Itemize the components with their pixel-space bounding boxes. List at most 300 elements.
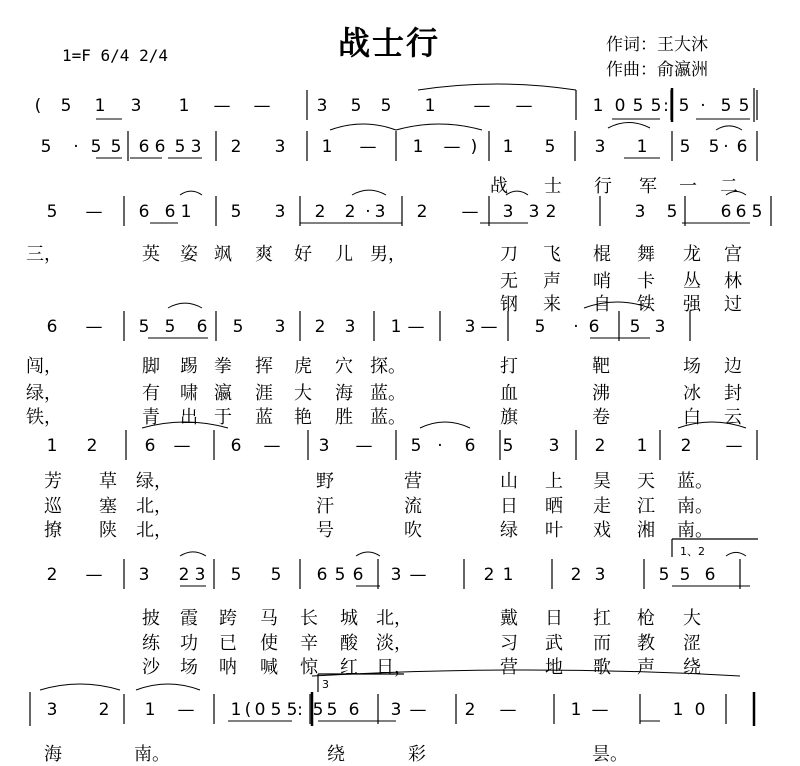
lyric-char: 习	[500, 633, 518, 654]
lyric-char: 穴	[335, 356, 353, 377]
lyric-char: 沙	[142, 657, 160, 678]
note: 2	[483, 565, 495, 585]
note: 5	[60, 96, 72, 116]
note: 3	[316, 96, 328, 116]
note: 1	[636, 436, 648, 456]
lyric-char: 山	[500, 471, 518, 492]
note: 3	[594, 565, 606, 585]
lyric-char: 钢	[500, 294, 518, 315]
lyric-char: 长	[300, 608, 318, 629]
slur-mark	[608, 123, 650, 129]
lyric-char: 辛	[300, 633, 318, 654]
lyric-char: 大	[294, 383, 312, 404]
note: 1	[502, 565, 514, 585]
lyric-char: 场	[180, 657, 198, 678]
lyric-char: 功	[180, 633, 198, 654]
dash-hold: —	[725, 436, 743, 456]
lyric-char: 昙。	[592, 744, 628, 765]
note: 1	[390, 317, 402, 337]
lyric-char: 男，	[370, 244, 406, 265]
note: 3	[190, 137, 202, 157]
lyric-char: 飞	[543, 244, 561, 265]
note: 5	[110, 137, 122, 157]
note: 5	[708, 137, 720, 157]
note: 1	[321, 137, 333, 157]
note: 5	[312, 700, 324, 720]
slur-mark	[330, 124, 396, 130]
dash-hold: —	[213, 96, 231, 116]
lyric-char: 军	[639, 176, 657, 197]
lyric-char: 南。	[677, 496, 713, 517]
lyric-char: 营	[500, 657, 518, 678]
lyric-char: 行	[594, 176, 612, 197]
note: 2	[86, 436, 98, 456]
note: 5	[46, 202, 58, 222]
note: 6	[46, 317, 58, 337]
note: 3	[138, 565, 150, 585]
dash-hold: —	[409, 565, 427, 585]
note: 5	[174, 137, 186, 157]
lyric-char: 已	[219, 633, 237, 654]
note: ·	[365, 202, 371, 222]
note: 2	[46, 565, 58, 585]
lyric-char: 啸	[180, 383, 198, 404]
lyric-char: 沸	[592, 383, 610, 404]
key-time-signature: 1=F 6/4 2/4	[62, 46, 168, 65]
note: 5	[679, 565, 691, 585]
note: 6	[735, 202, 747, 222]
lyric-char: 刀	[500, 244, 518, 265]
lyric-char: 哨	[593, 271, 611, 292]
lyric-char: 戴	[500, 608, 518, 629]
note: 6	[196, 317, 208, 337]
note: 6	[154, 137, 166, 157]
note: 5	[666, 202, 678, 222]
note: 2	[314, 202, 326, 222]
lyric-char: 自	[593, 294, 611, 315]
lyric-char: 无	[500, 271, 518, 292]
note: 2	[314, 317, 326, 337]
lyric-char: 枪	[637, 608, 655, 629]
lyric-char: 披	[142, 608, 160, 629]
note: 6	[704, 565, 716, 585]
note: ·	[723, 137, 729, 157]
lyric-char: 日，	[376, 657, 412, 678]
lyric-char: 胜	[335, 407, 353, 428]
slur-mark	[356, 552, 380, 556]
lyric-char: 过	[724, 294, 742, 315]
lyric-char: 声	[543, 271, 561, 292]
note: 5	[232, 317, 244, 337]
lyric-char: 战	[490, 176, 508, 197]
lyric-char: 北，	[136, 496, 172, 517]
note: 3	[318, 436, 330, 456]
lyric-char: 武	[545, 633, 563, 654]
note: 1	[502, 137, 514, 157]
note: ·	[437, 436, 443, 456]
note: 5	[632, 96, 644, 116]
note: 0	[254, 700, 266, 720]
lyric-char: 龙	[683, 244, 701, 265]
note: 6	[138, 137, 150, 157]
lyric-char: 丛	[683, 271, 701, 292]
lyric-char: 汗	[316, 496, 334, 517]
lyric-char: 铁，	[26, 407, 62, 428]
note: 5	[534, 317, 546, 337]
note: 0	[694, 700, 706, 720]
lyric-char: 酸	[340, 633, 358, 654]
lyric-char: 艳	[294, 407, 312, 428]
note: 5	[164, 317, 176, 337]
lyric-char: 惊	[300, 657, 318, 678]
dash-hold: —	[591, 700, 609, 720]
lyric-char: 城	[340, 608, 358, 629]
note: 6	[352, 565, 364, 585]
note: 1	[412, 137, 424, 157]
lyric-char: 彩	[408, 744, 426, 765]
note: 5	[658, 565, 670, 585]
note: 3	[274, 202, 286, 222]
lyric-char: 呐	[219, 657, 237, 678]
lyric-char: 踢	[180, 356, 198, 377]
lyric-char: 闯，	[26, 356, 62, 377]
lyric-char: 林	[724, 271, 742, 292]
dash-hold: —	[461, 202, 479, 222]
note: 5	[502, 436, 514, 456]
lyric-char: 云	[724, 407, 742, 428]
lyric-char: 北，	[376, 608, 412, 629]
note: 1	[672, 700, 684, 720]
lyric-char: 挥	[255, 356, 273, 377]
lyric-char: 青	[142, 407, 160, 428]
lyric-char: 喊	[260, 657, 278, 678]
lyric-char: 打	[500, 356, 518, 377]
note: 5	[751, 202, 763, 222]
lyric-char: 宫	[724, 244, 742, 265]
lyric-char: 野	[316, 471, 334, 492]
note: 5	[286, 700, 298, 720]
lyric-char: 扛	[593, 608, 611, 629]
note: 5	[350, 96, 362, 116]
lyric-char: 跨	[219, 608, 237, 629]
lyric-char: 号	[316, 520, 334, 541]
note: 6	[348, 700, 360, 720]
lyric-char: 叶	[545, 520, 563, 541]
note: 6	[588, 317, 600, 337]
lyric-char: 日	[545, 608, 563, 629]
note: 3	[130, 96, 142, 116]
note: 2	[416, 202, 428, 222]
lyric-char: 边	[724, 356, 742, 377]
note: 1	[424, 96, 436, 116]
lyric-char: 日	[500, 496, 518, 517]
note: 3	[654, 317, 666, 337]
dash-hold: —	[355, 436, 373, 456]
lyric-char: 晒	[545, 496, 563, 517]
lyric-char: 白	[683, 407, 701, 428]
slur-mark	[180, 552, 206, 556]
lyric-char: 拳	[214, 356, 232, 377]
note: 2	[178, 565, 190, 585]
lyric-char: 铁	[637, 294, 655, 315]
lyric-char: 巡	[44, 496, 62, 517]
note: 3	[274, 317, 286, 337]
lyric-char: 大	[683, 608, 701, 629]
note: 6	[464, 436, 476, 456]
note: 3	[502, 202, 514, 222]
note: 3	[634, 202, 646, 222]
lyric-char: 棍	[593, 244, 611, 265]
note: 6	[144, 436, 156, 456]
note: 6	[736, 137, 748, 157]
lyric-char: 南。	[677, 520, 713, 541]
note: 5	[720, 96, 732, 116]
volta-label: 1、2	[680, 545, 705, 558]
lyric-char: 冰	[683, 383, 701, 404]
note: 3	[194, 565, 206, 585]
slur-mark	[352, 190, 386, 195]
note: 1	[180, 202, 192, 222]
lyric-char: 撩	[44, 520, 62, 541]
lyric-char: 绕	[327, 744, 345, 765]
dash-hold: —	[85, 317, 103, 337]
note: 2	[570, 565, 582, 585]
dash-hold: —	[177, 700, 195, 720]
note: :	[297, 700, 303, 720]
lyric-char: 马	[260, 608, 278, 629]
note: 2	[98, 700, 110, 720]
lyric-char: 江	[637, 496, 655, 517]
note: 2	[464, 700, 476, 720]
lyric-char: 出	[180, 407, 198, 428]
note: 2	[680, 436, 692, 456]
slur-mark	[418, 84, 576, 90]
note: 3	[390, 700, 402, 720]
lyricist-credit: 作词：王大沐	[606, 35, 708, 55]
lyric-char: 流	[404, 496, 422, 517]
lyric-char: 脚	[142, 356, 160, 377]
lyric-char: 来	[543, 294, 561, 315]
lyric-char: 姿	[180, 244, 198, 265]
note: 5	[410, 436, 422, 456]
lyric-char: 蓝。	[370, 383, 406, 404]
lyric-char: 于	[214, 407, 232, 428]
dash-hold: —	[263, 436, 281, 456]
dash-hold: —	[173, 436, 191, 456]
note: (	[244, 700, 252, 720]
note: 5	[544, 137, 556, 157]
note: 2	[344, 202, 356, 222]
note: 5	[678, 96, 690, 116]
dash-hold: —	[359, 137, 377, 157]
slur-mark	[726, 552, 746, 556]
lyric-char: 昊	[593, 471, 611, 492]
lyric-char: 草	[99, 471, 117, 492]
lyric-char: 吹	[404, 520, 422, 541]
lyric-char: 士	[544, 176, 562, 197]
lyric-char: 绿，	[26, 383, 62, 404]
slur-mark	[40, 684, 120, 690]
lyric-char: 戏	[593, 520, 611, 541]
lyric-char: 地	[545, 657, 563, 678]
note: ·	[573, 317, 579, 337]
composer-credit: 作曲：俞瀛洲	[606, 60, 708, 80]
lyric-char: 天	[637, 471, 655, 492]
note: 6	[230, 436, 242, 456]
lyric-char: 飒	[214, 244, 232, 265]
note: 5	[270, 565, 282, 585]
note: 5	[629, 317, 641, 337]
lyric-char: 涩	[683, 633, 701, 654]
dash-hold: —	[480, 317, 498, 337]
lyric-char: 霞	[180, 608, 198, 629]
note: 3	[464, 317, 476, 337]
dash-hold: —	[85, 202, 103, 222]
lyric-char: 走	[593, 496, 611, 517]
note: 5	[650, 96, 662, 116]
note: ·	[73, 137, 79, 157]
lyric-char: 三，	[26, 244, 62, 265]
slur-mark	[180, 191, 202, 195]
lyric-char: 蓝。	[677, 471, 713, 492]
note: 2	[545, 202, 557, 222]
lyric-char: 而	[593, 633, 611, 654]
dash-hold: —	[253, 96, 271, 116]
note: 0	[614, 96, 626, 116]
lyric-char: 海	[335, 383, 353, 404]
note: 3	[46, 700, 58, 720]
note: 3	[274, 137, 286, 157]
lyric-char: 靶	[592, 356, 610, 377]
note: 5	[90, 137, 102, 157]
note: 3	[390, 565, 402, 585]
lyric-char: 陕	[99, 520, 117, 541]
lyric-char: 绿	[500, 520, 518, 541]
lyric-char: 红	[340, 657, 358, 678]
note: :	[663, 96, 669, 116]
lyric-char: 芳	[44, 471, 62, 492]
slur-mark	[136, 684, 200, 690]
lyric-char: 卷	[592, 407, 610, 428]
note: 5	[326, 700, 338, 720]
note: (	[34, 96, 42, 116]
note: 6	[138, 202, 150, 222]
lyric-char: 强	[683, 294, 701, 315]
lyric-char: 练	[142, 633, 160, 654]
lyric-char: 淡，	[376, 633, 412, 654]
note: 1	[592, 96, 604, 116]
lyric-char: 血	[500, 383, 518, 404]
lyric-char: 蓝。	[370, 407, 406, 428]
note: 3	[594, 137, 606, 157]
lyric-char: 二	[720, 176, 738, 197]
lyric-char: 南。	[134, 744, 170, 765]
dash-hold: —	[409, 700, 427, 720]
note: 6	[720, 202, 732, 222]
note: 5	[679, 137, 691, 157]
lyric-char: 旗	[500, 407, 518, 428]
note: 5	[138, 317, 150, 337]
note: 1	[94, 96, 106, 116]
lyric-char: 卡	[637, 271, 655, 292]
note: 5	[334, 565, 346, 585]
lyric-char: 教	[637, 633, 655, 654]
lyric-char: 虎	[294, 356, 312, 377]
dash-hold: —	[407, 317, 425, 337]
note: 1	[570, 700, 582, 720]
lyric-char: 场	[683, 356, 701, 377]
note: 1	[230, 700, 242, 720]
lyric-char: 湘	[637, 520, 655, 541]
volta-label: 3	[322, 678, 329, 691]
lyric-char: 英	[142, 244, 160, 265]
dash-hold: —	[443, 137, 461, 157]
note: 2	[230, 137, 242, 157]
lyric-char: 北，	[136, 520, 172, 541]
dash-hold: —	[473, 96, 491, 116]
note: 1	[636, 137, 648, 157]
lyric-char: 使	[260, 633, 278, 654]
note: 3	[548, 436, 560, 456]
lyric-char: 歌	[593, 657, 611, 678]
slur-mark	[420, 422, 470, 428]
lyric-char: 营	[404, 471, 422, 492]
note: 6	[164, 202, 176, 222]
slur-mark	[168, 303, 202, 308]
note: 3	[374, 202, 386, 222]
note: 1	[144, 700, 156, 720]
lyric-char: 爽	[255, 244, 273, 265]
note: 1	[178, 96, 190, 116]
lyric-char: 绿，	[136, 471, 172, 492]
lyric-char: 舞	[637, 244, 655, 265]
note: 5	[270, 700, 282, 720]
note: 6	[316, 565, 328, 585]
lyric-char: 探。	[370, 356, 406, 377]
note: 2	[594, 436, 606, 456]
note: 1	[46, 436, 58, 456]
lyric-char: 蓝	[255, 407, 273, 428]
lyric-char: 绕	[683, 657, 701, 678]
note: 5	[380, 96, 392, 116]
song-title: 战士行	[338, 24, 441, 62]
dash-hold: —	[515, 96, 533, 116]
note: 3	[344, 317, 356, 337]
lyric-char: 涯	[255, 383, 273, 404]
lyric-char: 海	[44, 744, 62, 765]
note: 5	[230, 202, 242, 222]
lyric-char: 儿	[335, 244, 353, 265]
note: 5	[40, 137, 52, 157]
lyric-char: 一	[679, 176, 697, 197]
lyric-char: 好	[294, 244, 312, 265]
lyric-char: 声	[637, 657, 655, 678]
note: 5	[230, 565, 242, 585]
lyric-char: 有	[142, 383, 160, 404]
note: 3	[528, 202, 540, 222]
lyric-char: 塞	[99, 496, 117, 517]
lyric-char: 瀛	[214, 383, 232, 404]
dash-hold: —	[499, 700, 517, 720]
slur-mark	[396, 124, 482, 130]
note: 5	[738, 96, 750, 116]
lyric-char: 上	[545, 471, 563, 492]
dash-hold: —	[85, 565, 103, 585]
slur-mark	[716, 126, 742, 130]
note: )	[470, 137, 478, 157]
lyric-char: 封	[724, 383, 742, 404]
note: ·	[700, 96, 706, 116]
